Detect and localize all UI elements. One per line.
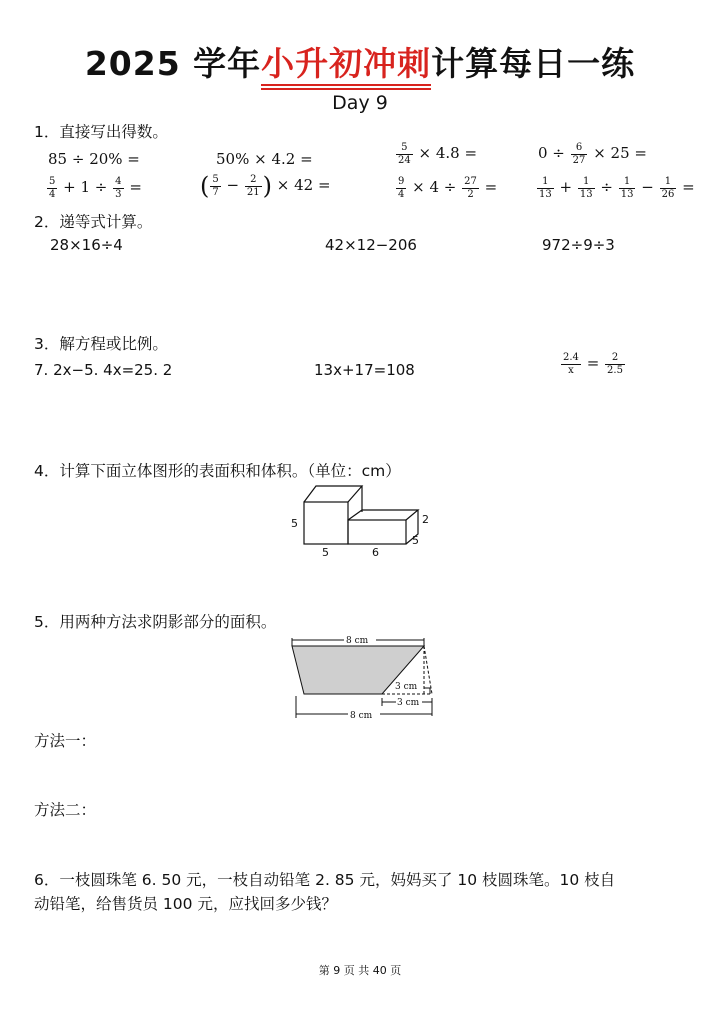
q1-r2-d: $\frac{1}{13}$ + $\frac{1}{13}$ ÷ $\frac{1}{13}$ − $\frac{1}{26}$ = — [539, 176, 695, 200]
q2-item-1: 28×16÷4 — [50, 236, 123, 254]
title-highlight: 小升初冲刺 — [261, 44, 432, 83]
dim-right-width: 6 — [372, 546, 379, 558]
dim-depth: 5 — [412, 534, 419, 547]
q1-r2-b: ( $\frac{5}{7}$ − $\frac{2}{21}$ ) × 42 = — [200, 172, 331, 200]
q3-proportion: $\frac{2.4}{x}$ = $\frac{2}{2.5}$ — [563, 352, 623, 376]
title-prefix: 学年 — [193, 44, 262, 83]
label-bottom-8cm: 8 cm — [350, 711, 373, 721]
method-two-label: 方法二： — [34, 801, 97, 819]
q1-r1-c: $\frac{5}{24}$ × 4.8 = — [398, 142, 478, 166]
label-height-3cm: 3 cm — [395, 682, 418, 692]
q6-line-1: 6．一枝圆珠笔 6. 50 元，一枝自动铅笔 2. 85 元，妈妈买了 10 枝圆珠笔。10 枝自 — [34, 871, 616, 889]
q1-r1-a: 85 ÷ 20% = — [48, 150, 140, 168]
label-small-3cm: 3 cm — [397, 698, 420, 708]
dim-right-height: 2 — [422, 513, 429, 526]
label-top-8cm: 8 cm — [346, 636, 369, 646]
q1-r1-d: 0 ÷ $\frac{6}{27}$ × 25 = — [538, 142, 647, 166]
day-label: Day 9 — [332, 92, 388, 114]
method-one-label: 方法一： — [34, 732, 97, 750]
q3-eq-1: 7. 2x−5. 4x=25. 2 — [34, 361, 173, 379]
q1-r2-a: $\frac{5}{4}$ + 1 ÷ $\frac{4}{3}$ = — [49, 176, 142, 200]
q3-eq-2: 13x+17=108 — [314, 361, 415, 379]
q3-heading: 3．解方程或比例。 — [34, 335, 168, 353]
solid-figure-diagram — [288, 478, 448, 558]
title-suffix: 计算每日一练 — [431, 44, 636, 83]
q2-item-2: 42×12−206 — [325, 236, 417, 254]
q1-r2-c: $\frac{9}{4}$ × 4 ÷ $\frac{27}{2}$ = — [398, 176, 498, 200]
page-title — [0, 38, 720, 85]
dim-left-height: 5 — [291, 517, 298, 530]
dim-left-width: 5 — [322, 546, 329, 558]
q2-heading: 2．递等式计算。 — [34, 213, 153, 231]
q1-heading: 1．直接写出得数。 — [34, 123, 168, 141]
page-number: 第 9 页 共 40 页 — [318, 964, 402, 977]
q2-item-3: 972÷9÷3 — [542, 236, 615, 254]
shaded-trapezoid-diagram — [286, 632, 438, 722]
title-year: 2025 — [84, 44, 181, 83]
q4-heading: 4．计算下面立体图形的表面积和体积。（单位：cm） — [34, 462, 401, 480]
q5-heading: 5．用两种方法求阴影部分的面积。 — [34, 613, 277, 631]
q1-r1-b: 50% × 4.2 = — [216, 150, 313, 168]
q6-line-2: 动铅笔，给售货员 100 元，应找回多少钱？ — [34, 895, 337, 913]
